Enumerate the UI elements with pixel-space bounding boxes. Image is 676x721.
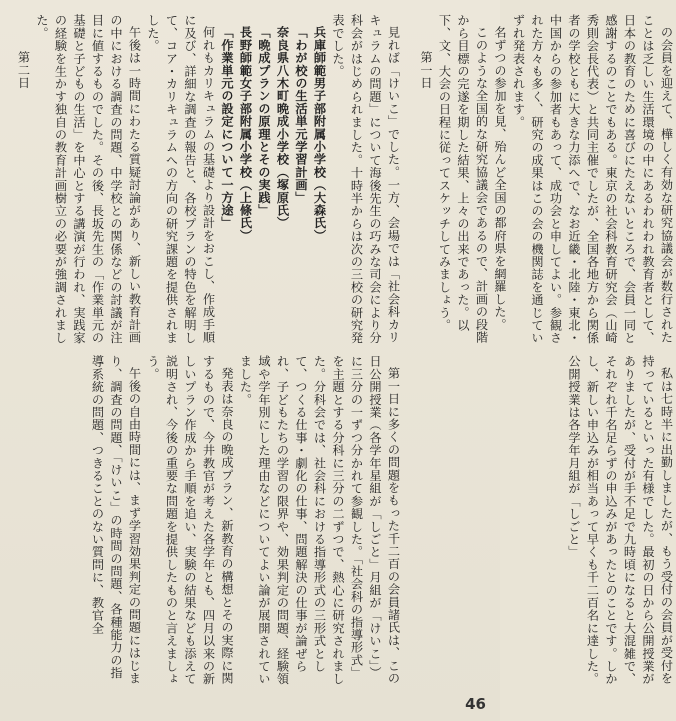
paragraph: 何れもカリキュラムの基礎より設計をおこし、作成手順に及び、詳細な調査の報告と、各校プランの特色を解明して、コア・カリキュラムへの方向の研究課題を提供されました。 [146,14,216,345]
page-number: 46 [465,695,486,713]
block-upper-left [14,14,403,345]
section-heading-day-one: 第一日 [419,50,433,89]
section-heading-day-two: 第二日 [16,50,31,89]
report-title: 「晩成プランの原理とその実践」 [257,26,271,217]
block-lower-right [417,355,676,686]
block-upper-right [417,14,676,345]
paragraph: このような全国的な研究協議会であるので、計画の段階から目標の完遂を期した結果、上々の出来であった。以下、文、大会の日程に従ってスケッチしてみましょう。 [437,14,489,344]
paragraph: 私は七時半に出勤しましたが、もう受付の会員が受付を持っているといった有様でした。最初の日から公開授業がありましたが、受付が手不足で九時頃になると大混雑で、それぞれ千名足らずの申込みがあったとのことです。しかし、新しい申込みが相当あって早くも千二百名に達した。公開授業は各学年月組が「しごと」 [567,354,674,685]
school-name: 兵庫師範男子部附属小学校（大森氏） [312,26,327,243]
report-title: 「作業単元の設定について一方途」 [220,26,234,230]
paragraph: 午後の自由時間には、まず学習効果判定の問題にはじまり、調査の問題、「けいこ」の時間の問題、各種能力の指導系統の問題、つきることのない質問に、教官全 [90,354,142,685]
text-columns [14,14,674,685]
paragraph: 名ずつの参加を見、殆んど全国の都府県を網羅した。 [493,26,507,331]
paragraph: 見れば「けいこ」でした。一方、会場では「社会科カリキュラムの問題」について海後先生の巧みな司会により分科会がはじめられました。十時半からは次の三校の研究発表でした。 [331,14,401,345]
block-lower-left [14,355,403,686]
paragraph: 発表は奈良の晩成プラン、新教育の構想とその実際に関するもので、今井教官が考えた各学年とも、四月以来の新しいプラン作成から手順を追い、実験の結果なども添えて説明され、今後の重要な問題を提供したものと言えましょう。 [146,354,234,685]
paragraph: 午後は一時間にわたる質疑討論があり、新しい教育計画の中における調査の問題、中学校との関係などの討議が注目に値するものでした。その後、長坂先生の「作業単元の基礎と子どもの生活」を中心とする講演が行われ、実践家の経験を生かす独自の教育計画樹立の必要が強調されました。 [35,14,142,345]
school-name: 奈良県八木町晩成小学校（塚原氏） [275,26,290,230]
school-name: 長野師範女子部附属小学校（上條氏） [238,26,253,243]
paragraph: 第一日に多くの問題をもった千二百の会員諸氏は、この日公開授業（各学年星組が「しごと」月組が「けいこ」）に三分の一ずつ分かれて参観した。「社会科の指導形式」を主題とする分科に三分の二ずつで、熱心に研究されました。分科会では、社会科における指導形式の三形式として、つくる仕事・劇化の仕事、問題解決の仕事が論ぜられ、子どもたちの学習の限界や、効果判定の問題、経験領域や学年別にした理由などについてよい論が展開されていました。 [238,354,401,685]
paragraph: の会員を迎えて、樺しく有効な研究協議会が数行されたことは乏しい生活環境の中にあるわれわれ教育者として、日本の教育のために喜びにたえないところで、会員一同と感謝するのことでもある。東京の社会科教育研究会（山崎秀則会長代表）と共同主催でしたが、全国各地方から関係者の学校ともに大きな力添へで、なお近畿・北陸・東北・中国からの参加者もあって、成功会と申してよい。参観された方々も多く、研究の成果はこの会の機関誌を通じていずれ発表されます。 [511,14,674,345]
report-title: 「わが校の生活単元学習計画」 [294,26,308,204]
